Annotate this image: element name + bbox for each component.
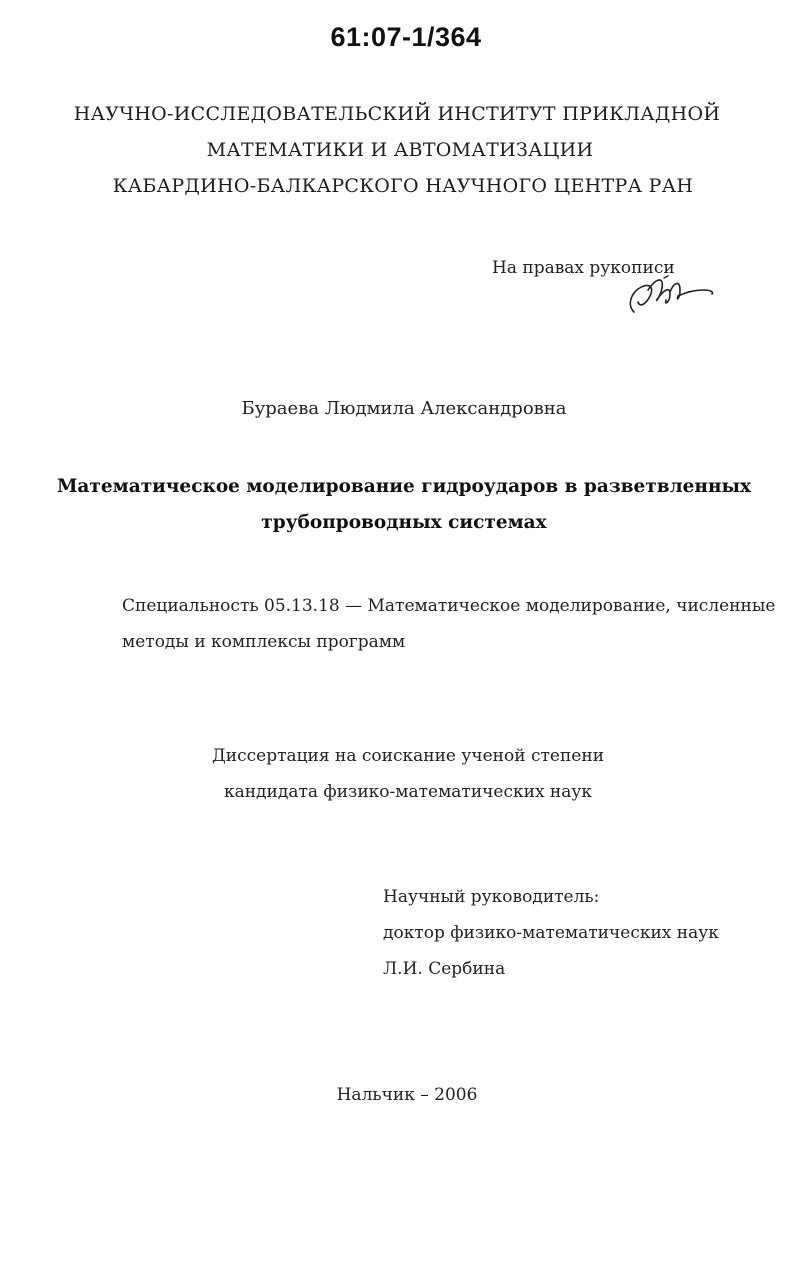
handwritten-signature [620,268,720,320]
city-year: Нальчик – 2006 [336,1085,478,1105]
advisor-name: Л.И. Сербина [383,959,506,979]
specialty-line-2: методы и комплексы программ [122,632,406,652]
dissertation-line-1: Диссертация на соискание ученой степени [211,746,605,766]
advisor-degree: доктор физико-математических наук [383,923,719,943]
thesis-title-line-1: Математическое моделирование гидроударов в разветвленных [56,476,752,497]
institution-line-2: МАТЕМАТИКИ И АВТОМАТИЗАЦИИ [206,139,594,161]
catalog-stamp: 61:07-1/364 [330,22,482,52]
specialty-line-1: Специальность 05.13.18 — Математическое моделирование, численные [122,596,776,616]
institution-line-3: КАБАРДИНО-БАЛКАРСКОГО НАУЧНОГО ЦЕНТРА РАН [112,175,694,197]
manuscript-rights-note: На правах рукописи [492,258,675,278]
author-name: Бураева Людмила Александровна [241,398,567,419]
dissertation-line-2: кандидата физико-математических наук [223,782,593,802]
thesis-title-line-2: трубопроводных системах [261,512,547,533]
advisor-label: Научный руководитель: [383,887,600,907]
institution-line-1: НАУЧНО-ИССЛЕДОВАТЕЛЬСКИЙ ИНСТИТУТ ПРИКЛАДНОЙ [73,103,721,125]
